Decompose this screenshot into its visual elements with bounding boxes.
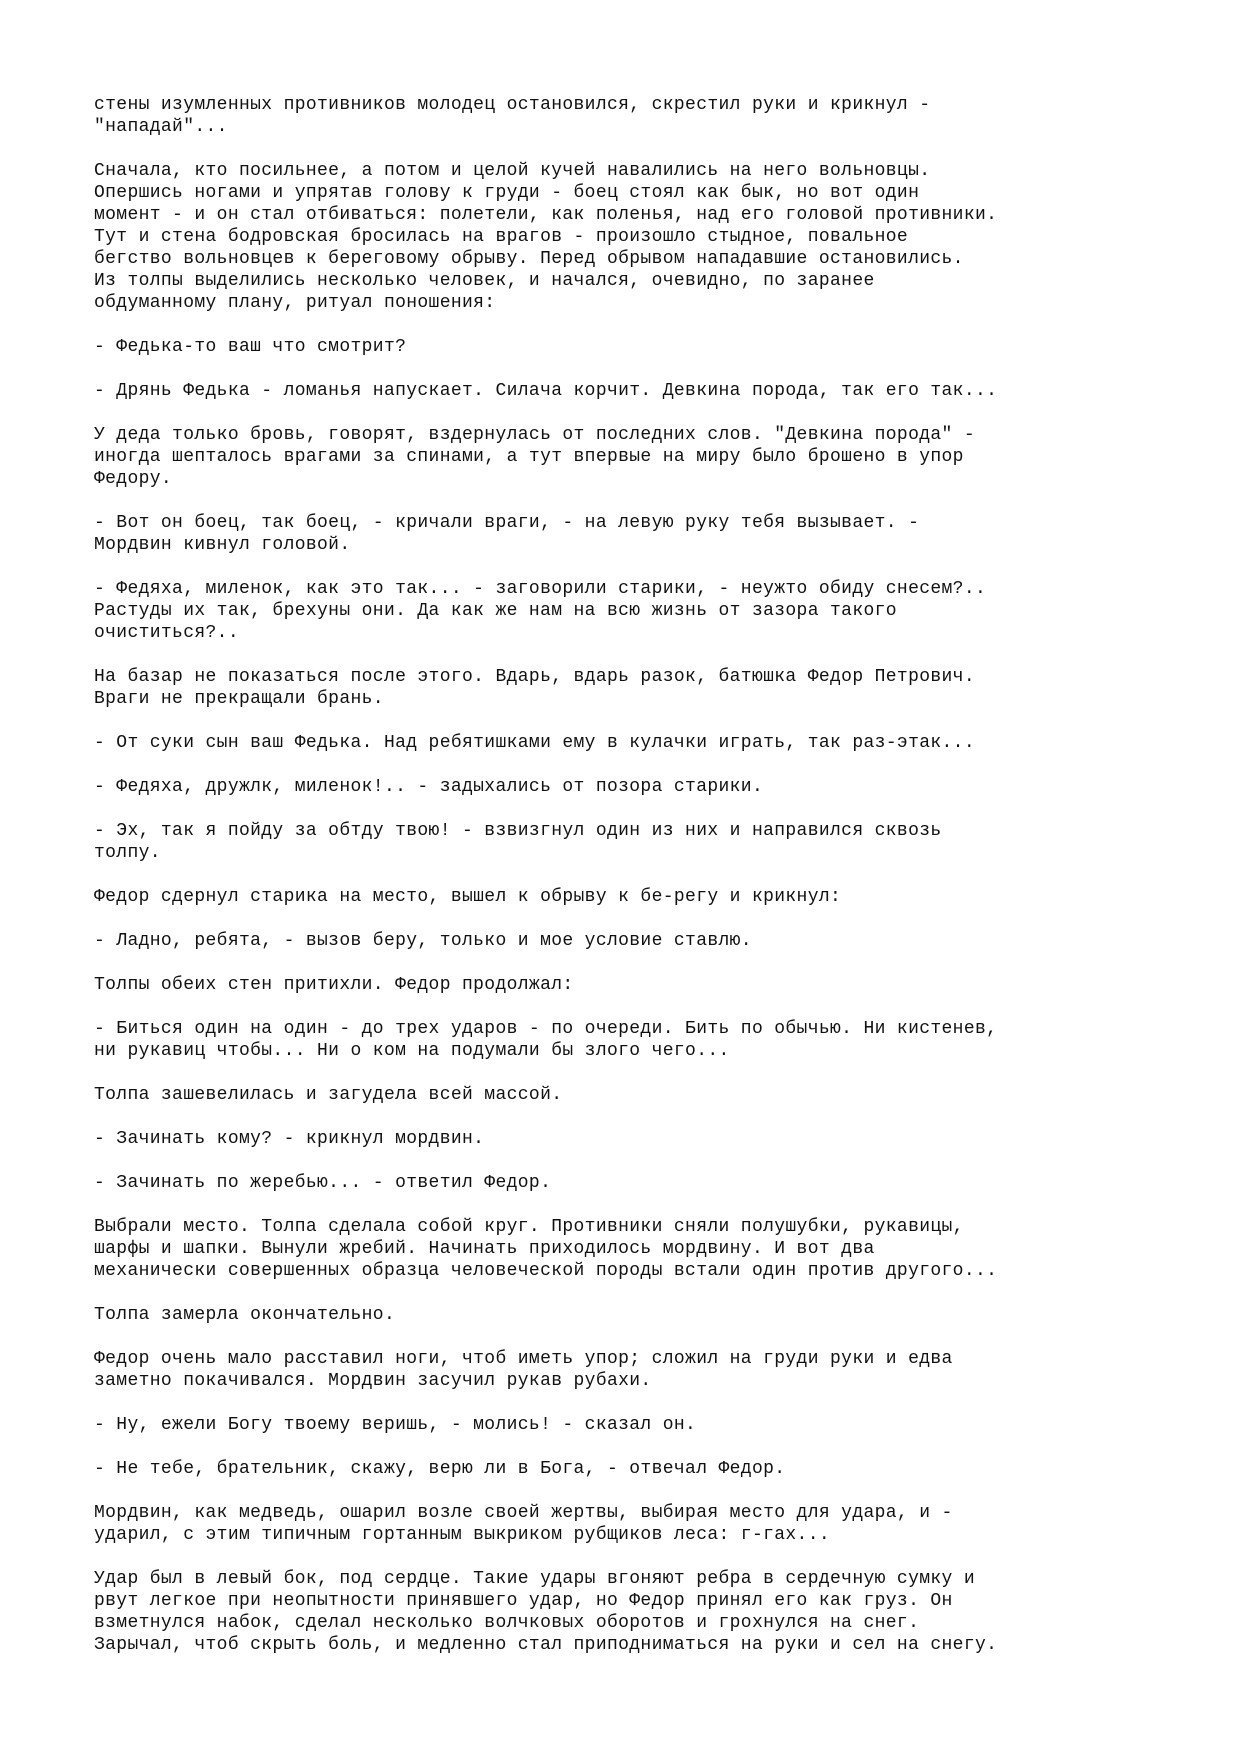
paragraph: стены изумленных противников молодец остановился, скрестил руки и крикнул - "нападай"... [94, 95, 931, 137]
paragraph: - Ну, ежели Богу твоему веришь, - молись! - сказал он. [94, 1415, 697, 1435]
paragraph: - Не тебе, брательник, скажу, верю ли в Бога, - отвечал Федор. [94, 1459, 786, 1479]
paragraph: - Дрянь Федька - ломанья напускает. Силача корчит. Девкина порода, так его так... [94, 381, 998, 401]
paragraph: Толпа зашевелилась и загудела всей массой. [94, 1085, 563, 1105]
paragraph: Мордвин, как медведь, ошарил возле своей жертвы, выбирая место для удара, и - ударил, с этим типичным гортанным выкриком рубщиков леса: г-гах... [94, 1503, 953, 1545]
paragraph: - Биться один на один - до трех ударов - по очереди. Бить по обычью. Ни кистенев, ни рукавиц чтобы... Ни о ком на подумали бы злого чего... [94, 1019, 998, 1061]
paragraph: Сначала, кто посильнее, а потом и целой кучей навалились на него вольновцы. Опершись ногами и упрятав голову к груди - боец стоял как бык, но вот один момент - и он стал отбиваться: полетели, как поленья, над его головой противники. Тут и стена бодровская бросилась на врагов - произошло стыдное, повальное бегство вольновцев к береговому обрыву. Перед обрывом нападавшие остановились. Из толпы выделились несколько человек, и начался, очевидно, по заранее обдуманному плану, ритуал поношения: [94, 161, 998, 313]
paragraph: - Зачинать кому? - крикнул мордвин. [94, 1129, 485, 1149]
paragraph: Удар был в левый бок, под сердце. Такие удары вгоняют ребра в сердечную сумку и рвут легкое при неопытности принявшего удар, но Федор принял его как груз. Он взметнулся набок, сделал несколько волчковых оборотов и грохнулся на снег. Зарычал, чтоб скрыть боль, и медленно стал приподниматься на руки и сел на снегу. [94, 1569, 998, 1655]
paragraph: - Эх, так я пойду за обтду твою! - взвизгнул один из них и направился сквозь толпу. [94, 821, 942, 863]
paragraph: Толпа замерла окончательно. [94, 1305, 396, 1325]
paragraph: У деда только бровь, говорят, вздернулась от последних слов. "Девкина порода" - иногда шепталось врагами за спинами, а тут впервые на миру было брошено в упор Федору. [94, 425, 975, 489]
paragraph: - Федяха, дружлк, миленок!.. - задыхались от позора старики. [94, 777, 764, 797]
paragraph: Федор очень мало расставил ноги, чтоб иметь упор; сложил на груди руки и едва заметно покачивался. Мордвин засучил рукав рубахи. [94, 1349, 953, 1391]
paragraph: На базар не показаться после этого. Вдарь, вдарь разок, батюшка Федор Петрович. Враги не прекращали брань. [94, 667, 975, 709]
paragraph: - Ладно, ребята, - вызов беру, только и мое условие ставлю. [94, 931, 752, 951]
document-page [94, 94, 1204, 1678]
paragraph: - Федька-то ваш что смотрит? [94, 337, 407, 357]
paragraph: - Федяха, миленок, как это так... - заговорили старики, - неужто обиду снесем?.. Растуды их так, брехуны они. Да как же нам на всю жизнь от зазора такого очиститься?.. [94, 579, 987, 643]
paragraph: Толпы обеих стен притихли. Федор продолжал: [94, 975, 574, 995]
paragraph: - От суки сын ваш Федька. Над ребятишками ему в кулачки играть, так раз-этак... [94, 733, 975, 753]
paragraph: Федор сдернул старика на место, вышел к обрыву к бе-регу и крикнул: [94, 887, 842, 907]
paragraph: - Вот он боец, так боец, - кричали враги, - на левую руку тебя вызывает. - Мордвин кивнул головой. [94, 513, 920, 555]
paragraph: Выбрали место. Толпа сделала собой круг. Противники сняли полушубки, рукавицы, шарфы и шапки. Вынули жребий. Начинать приходилось мордвину. И вот два механически совершенных образца человеческой породы встали один против другого... [94, 1217, 998, 1281]
paragraph: - Зачинать по жеребью... - ответил Федор. [94, 1173, 552, 1193]
